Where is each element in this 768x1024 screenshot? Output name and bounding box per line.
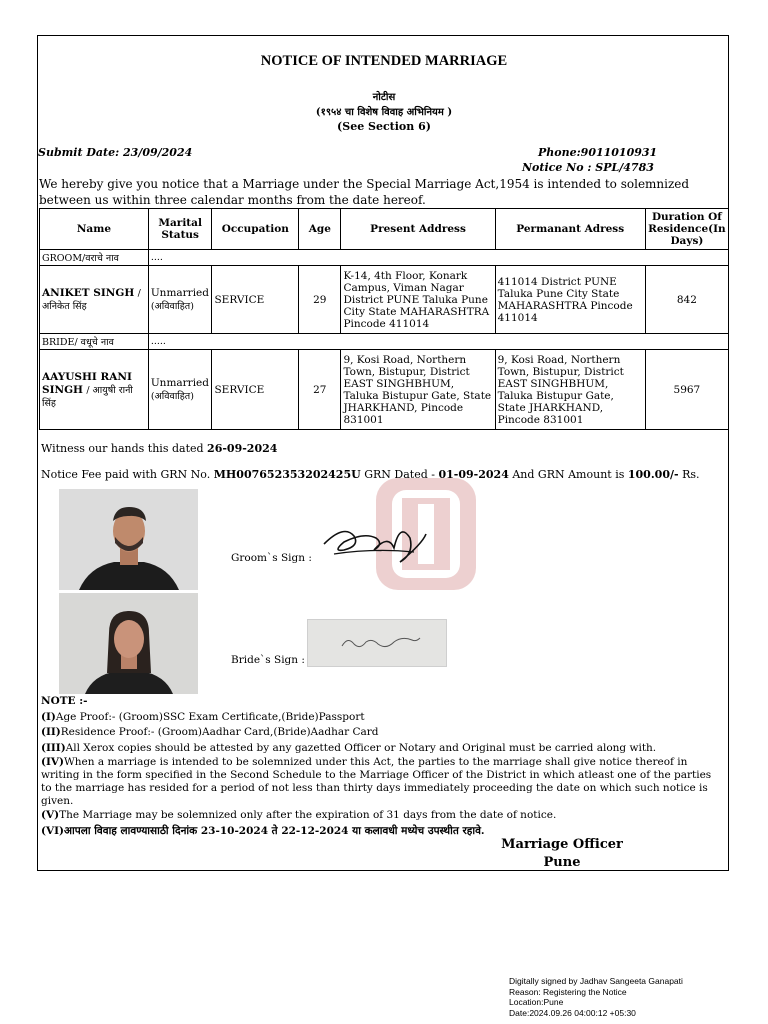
fee-text-2: GRN Dated - [364,468,435,481]
note-num-6: (VI) [41,824,64,837]
submit-date: Submit Date: 23/09/2024 [38,146,193,159]
officer-place: Pune [543,855,581,870]
note-text-5: The Marriage may be solemnized only after the expiration of 31 days from the date of notice. [59,809,557,821]
bride-label: BRIDE/ वधूचे नाव [40,334,149,350]
bride-sign-label: Bride`s Sign : [231,654,305,666]
grn-number: MH007652353202425U [213,468,361,481]
groom-permanent-address: 411014 District PUNE Taluka Pune City State MAHARASHTRA Pincode 411014 [495,266,645,334]
bride-duration: 5967 [645,350,728,430]
bride-age: 27 [299,350,341,430]
notice-number: Notice No : SPL/4783 [522,161,654,174]
groom-portrait-image [59,489,198,590]
dsig-line-4: Date:2024.09.26 04:00:12 +05:30 [509,1007,636,1018]
note-item-5 [41,808,725,824]
phone-number: Phone:9011010931 [538,146,658,159]
bride-marital [148,350,212,430]
groom-occupation: SERVICE [212,266,299,334]
col-header-duration: Duration Of Residence(In Days) [645,209,728,250]
col-header-marital: Marital Status [148,209,212,250]
groom-marital [148,266,212,334]
bride-signature-stroke [308,620,446,666]
witness-text: Witness our hands this dated [41,442,204,455]
groom-duration: 842 [645,266,728,334]
note-text-4: When a marriage is intended to be solemnized under this Act, the parties to the marriage shall give notice thereof in writing in the form specified in the Second Schedule to the Marriage Officer of the District in which atleast one of the parties to the marriage has resided for a period of not less than thirty days immediately proceeding the date on which such notice is given. [41,756,712,807]
bride-row [40,350,729,430]
note-text-3: All Xerox copies should be attested by any gazetted Officer or Notary and Original must be carried along with. [65,741,657,754]
act-reference: (१९५४ चा विशेष विवाह अभिनियम ) [315,107,453,118]
table-header-row [40,209,729,250]
note-num-2: (II) [41,726,61,738]
witness-line [41,442,277,455]
document-title: NOTICE OF INTENDED MARRIAGE [260,53,508,69]
col-header-present-address: Present Address [341,209,495,250]
bride-present-address: 9, Kosi Road, Northern Town, Bistupur, District EAST SINGHBHUM, Taluka Bistupur Gate, State JHARKHAND, Pincode 831001 [341,350,495,430]
groom-age: 29 [299,266,341,334]
note-num-5: (V) [41,809,60,821]
col-header-age: Age [299,209,341,250]
notes-heading: NOTE :- [41,695,88,707]
bride-name [40,350,149,430]
groom-label: GROOM/वराचे नाव [40,250,149,266]
fee-text-4: Rs. [682,468,700,481]
bride-dots: ..... [148,334,728,350]
fee-text-1: Notice Fee paid with GRN No. [41,468,211,481]
note-text-6: आपला विवाह लावण्यासाठी दिनांक 23-10-2024 ते 22-12-2024 या कलावधी मध्येच उपस्थीत रहावे. [64,824,485,837]
groom-marital-mr: (अविवाहित) [150,301,194,312]
party-details-table [39,208,729,430]
dsig-line-1: Digitally signed by Jadhav Sangeeta Ganapati [509,976,683,986]
bride-signature-image [307,619,447,667]
bride-occupation: SERVICE [212,350,299,430]
note-text-2: Residence Proof:- (Groom)Aadhar Card,(Bride)Aadhar Card [60,726,379,738]
bride-name-en: AAYUSHI RANI SINGH [42,370,132,396]
col-header-permanent-address: Permanant Adress [495,209,645,250]
grn-date: 01-09-2024 [438,468,509,481]
groom-marital-en: Unmarried [150,287,209,299]
note-num-1: (I) [41,710,56,723]
bride-permanent-address: 9, Kosi Road, Northern Town, Bistupur, District EAST SINGHBHUM, Taluka Bistupur Gate, State JHARKHAND, Pincode 831001 [495,350,645,430]
note-item-4 [41,756,725,808]
note-item-3 [41,741,725,757]
dsig-line-2: Reason: Registering the Notice [509,986,627,997]
col-header-name: Name [40,209,149,250]
groom-signature-image [314,514,432,568]
bride-photo [59,593,198,694]
bride-label-row [40,334,729,350]
groom-label-row [40,250,729,266]
fee-text-3: And GRN Amount is [512,468,625,481]
note-num-4: (IV) [41,756,64,768]
groom-photo [59,489,198,590]
groom-name [40,266,149,334]
marathi-notice-heading: नोटीस [372,92,396,103]
groom-sign-label: Groom`s Sign : [231,552,312,564]
groom-dots: .... [148,250,728,266]
dsig-line-3: Location:Pune [509,997,564,1007]
officer-title: Marriage Officer [501,837,623,852]
groom-name-mr: / अनिकेत सिंह [42,288,141,312]
note-text-1: Age Proof:- (Groom)SSC Exam Certificate,(Bride)Passport [55,710,365,723]
section-reference: (See Section 6) [337,120,431,133]
notice-document [37,35,729,871]
note-item-1 [41,710,725,726]
digital-signature-block [509,976,683,1018]
notes-section [41,694,725,839]
intro-paragraph: We hereby give you notice that a Marriage under the Special Marriage Act,1954 is intended to solemnized between us within three calendar months from the date hereof. [39,177,690,207]
bride-marital-en: Unmarried [150,377,209,389]
witness-date: 26-09-2024 [207,442,278,455]
bride-portrait-image [59,593,198,694]
note-item-2 [41,725,725,741]
groom-name-en: ANIKET SINGH [42,287,135,299]
note-num-3: (III) [41,741,66,754]
bride-name-mr: / आयुषी रानी सिंह [42,384,133,409]
col-header-occupation: Occupation [212,209,299,250]
groom-present-address: K-14, 4th Floor, Konark Campus, Viman Nagar District PUNE Taluka Pune City State MAHARASHTRA Pincode 411014 [341,266,495,334]
groom-row [40,266,729,334]
grn-amount: 100.00/- [627,468,679,481]
bride-marital-mr: (अविवाहित) [150,391,194,402]
